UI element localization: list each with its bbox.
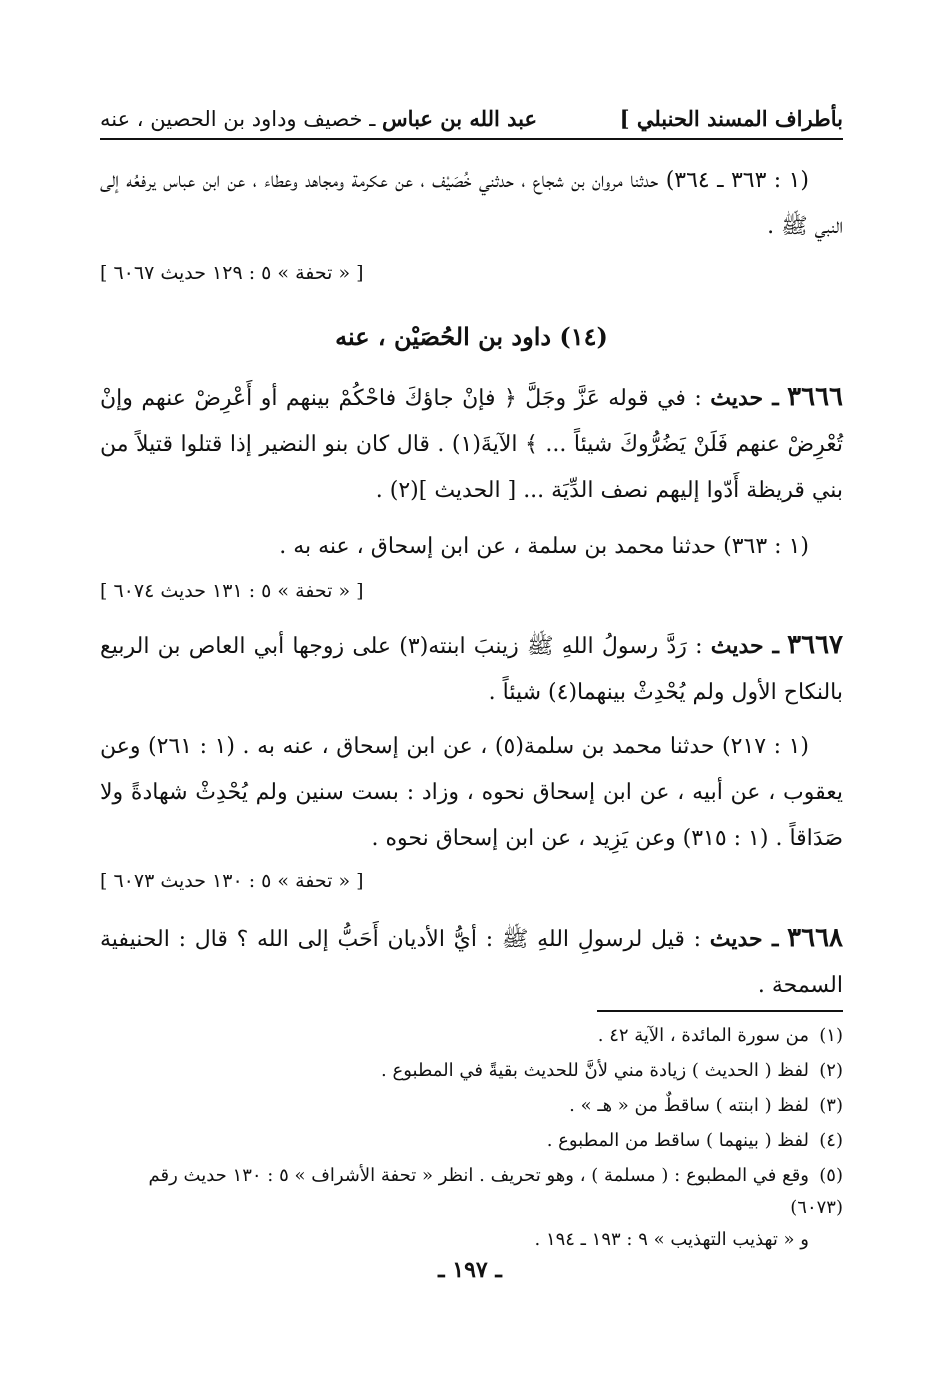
hadith-label: ـ حديث bbox=[710, 385, 779, 411]
section-heading: (١٤) داود بن الحُصَيْن ، عنه bbox=[335, 322, 608, 351]
tuhfa-reference bbox=[100, 262, 843, 284]
hadith-3667 bbox=[100, 622, 843, 716]
header-section-name: عبد الله بن عباس bbox=[382, 105, 538, 131]
tuhfa-text: [ « تحفة » ٥ : ١٣١ حديث ٦٠٧٤ ] bbox=[100, 580, 364, 602]
running-header bbox=[100, 98, 843, 140]
tuhfa-reference bbox=[100, 870, 843, 892]
footnote bbox=[100, 1090, 843, 1122]
isnad-text: (١ : ٢١٧) حدثنا محمد بن سلمة(٥) ، عن ابن إسحاق ، عنه به . (١ : ٢٦١) وعن يعقوب ، عن أبيه ، عن ابن إسحاق نحوه ، وزاد : بست سنين ولم يُحْدِثْ شهادةً ولا صَدَاقاً . (١ : ٣١٥) وعن يَزِيد ، عن ابن إسحاق نحوه . bbox=[100, 734, 843, 851]
hadith-3668 bbox=[100, 915, 843, 1009]
hadith-3666 bbox=[100, 374, 843, 514]
footnote-text: لفظ ( ابنته ) ساقطٌ من « هـ » . bbox=[569, 1095, 809, 1116]
hadith-number: ٣٦٦٧ bbox=[787, 630, 844, 660]
hadith-text bbox=[100, 915, 843, 1009]
footnote bbox=[100, 1125, 843, 1157]
hadith-body: : قيل لرسولِ اللهِ ﷺ : أيُّ الأديان أَحَبُّ إلى الله ؟ قال : الحنيفية السمحة . bbox=[100, 927, 843, 998]
hadith-label: ـ حديث bbox=[710, 633, 779, 659]
footnote-number: (١) bbox=[819, 1025, 843, 1046]
header-book-title: بأطراف المسند الحنبلي ] bbox=[619, 105, 843, 131]
hadith-number: ٣٦٦٨ bbox=[787, 923, 843, 953]
hadith-text bbox=[100, 622, 843, 716]
footnote-text: من سورة المائدة ، الآية ٤٢ . bbox=[597, 1025, 809, 1046]
header-section-rest: ـ خصيف وداود بن الحصين ، عنه bbox=[100, 106, 376, 131]
footnote-text: لفظ ( الحديث ) زيادة مني لأنَّ للحديث بقيةً في المطبوع . bbox=[381, 1060, 809, 1081]
hadith-text bbox=[100, 374, 843, 514]
hadith-3667-isnad bbox=[100, 724, 843, 862]
footnote-number: (٣) bbox=[819, 1095, 843, 1116]
hadith-label: ـ حديث bbox=[709, 926, 779, 952]
footnote-number: (٢) bbox=[819, 1060, 843, 1081]
hadith-block-prev bbox=[100, 158, 843, 250]
hadith-body: : رَدَّ رسولُ اللهِ ﷺ زينبَ ابنته(٣) على زوجها أبي العاص بن الربيع بالنكاح الأول ولم يُحْدِثْ بينهما(٤) شيئاً . bbox=[100, 634, 843, 705]
page-number: ـ ١٩٧ ـ bbox=[438, 1257, 502, 1283]
tuhfa-text: [ « تحفة » ٥ : ١٢٩ حديث ٦٠٦٧ ] bbox=[100, 262, 364, 284]
hadith-body: : في قوله عَزَّ وجَلَّ ﴿ فإنْ جاؤكَ فاحْكُمْ بينهم أو أَعْرِضْ عنهم وإنْ تُعْرِضْ عنهم فَلَنْ يَضُرُّوكَ شيئاً ... ﴾ الآيةَ(١) . قال كان بنو النضير إذا قتلوا قتيلاً من بني قريظة أَدّوا إليهم نصف الدِّيَة ... [ الحديث ](٢) . bbox=[100, 386, 843, 503]
hadith-3666-isnad bbox=[100, 524, 843, 570]
footnote bbox=[100, 1020, 843, 1052]
footnote-text: لفظ ( بينهما ) ساقط من المطبوع . bbox=[546, 1130, 809, 1151]
isnad-text: (١ : ٣٦٣ ـ ٣٦٤) حدثنا مروان بن شجاع ، حدثني خُصَيْف ، عن عكرمة ومجاهد وعطاء ، عن ابن عباس يرفعُه إلى النبي ﷺ . bbox=[100, 168, 843, 239]
footnote-number: (٤) bbox=[819, 1130, 843, 1151]
footnote bbox=[100, 1160, 843, 1256]
hadith-number: ٣٦٦٦ bbox=[787, 382, 844, 412]
footnote bbox=[100, 1055, 843, 1087]
footnote-number: (٥) bbox=[819, 1165, 843, 1186]
tuhfa-reference bbox=[100, 580, 843, 602]
tuhfa-text: [ « تحفة » ٥ : ١٣٠ حديث ٦٠٧٣ ] bbox=[100, 870, 364, 892]
footnote-separator bbox=[597, 1010, 843, 1012]
footnote-text: وقع في المطبوع : ( مسلمة ) ، وهو تحريف . انظر « تحفة الأشراف » ٥ : ١٣٠ حديث رقم (٦٠٧٣) bbox=[148, 1165, 843, 1218]
isnad-text: (١ : ٣٦٣) حدثنا محمد بن سلمة ، عن ابن إسحاق ، عنه به . bbox=[279, 534, 809, 559]
header-section-title bbox=[100, 106, 537, 131]
footnote-continuation: و « تهذيب التهذيب » ٩ : ١٩٣ ـ ١٩٤ . bbox=[534, 1229, 809, 1250]
